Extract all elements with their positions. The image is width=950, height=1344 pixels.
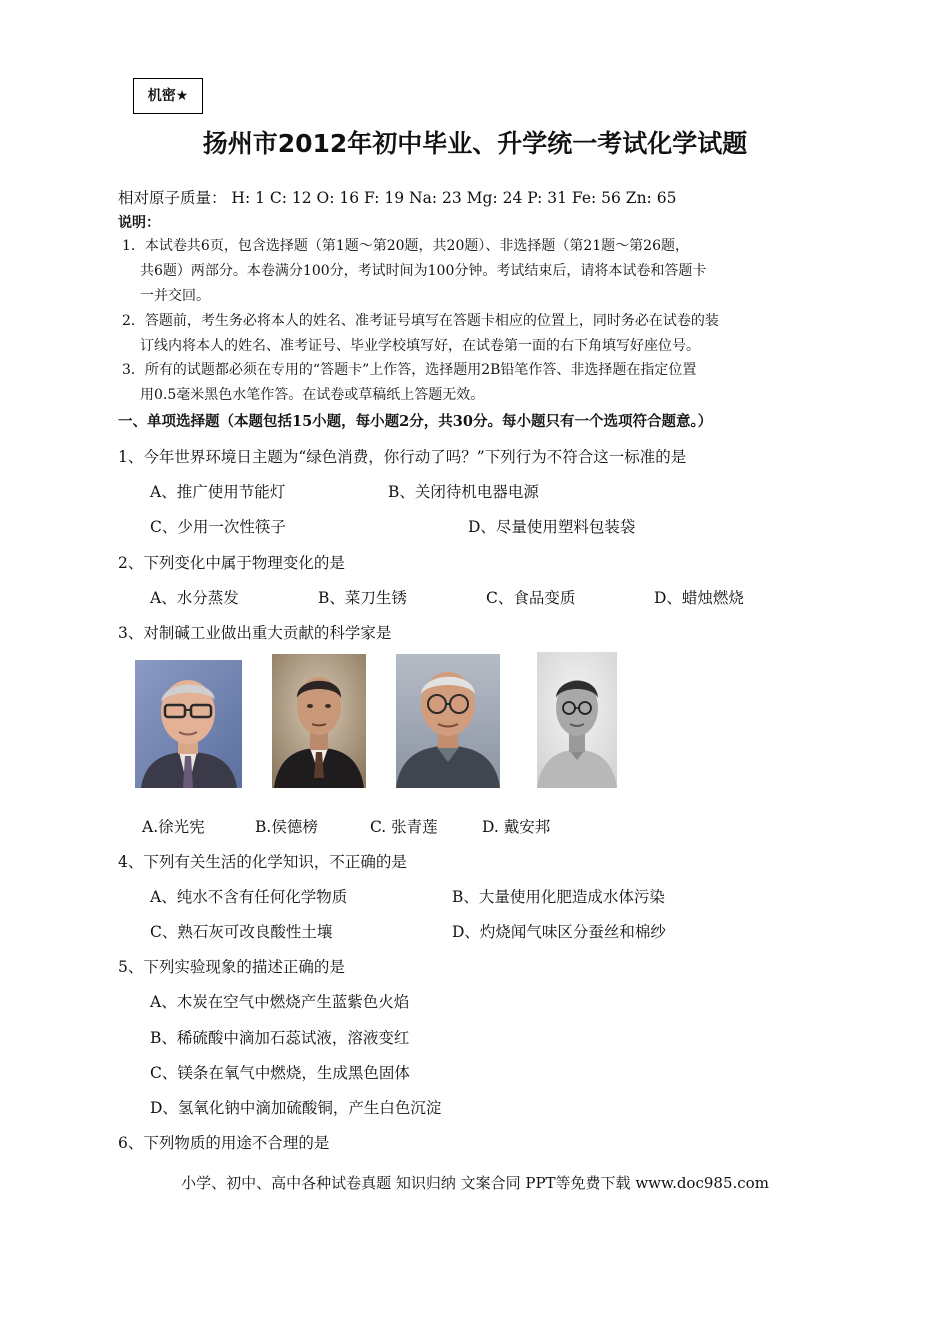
question-5-option-b: B、稀硫酸中滴加石蕊试液，溶液变红 — [150, 1029, 410, 1047]
note-3-line-1: 3．所有的试题都必须在专用的“答题卡”上作答，选择题用2B铅笔作答、非选择题在指定位置 — [122, 362, 697, 378]
portrait-zhang-qinglian — [396, 654, 500, 788]
question-1-option-d: D、尽量使用塑料包装袋 — [468, 518, 636, 536]
page-footer: 小学、初中、高中各种试卷真题 知识归纳 文案合同 PPT等免费下载 www.doc985.com — [181, 1174, 769, 1192]
section-1-heading: 一、单项选择题（本题包括15小题，每小题2分，共30分。每小题只有一个选项符合题意。） — [118, 413, 713, 430]
question-1-option-c: C、少用一次性筷子 — [150, 518, 286, 536]
note-1-line-3: 一并交回。 — [140, 288, 210, 304]
question-1-stem: 1、今年世界环境日主题为“绿色消费，你行动了吗？”下列行为不符合这一标准的是 — [118, 448, 687, 466]
question-2-option-d: D、蜡烛燃烧 — [654, 589, 744, 607]
question-5-option-d: D、氢氧化钠中滴加硫酸铜，产生白色沉淀 — [150, 1099, 442, 1117]
note-1-line-2: 共6题）两部分。本卷满分100分，考试时间为100分钟。考试结束后，请将本试卷和答题卡 — [140, 263, 707, 279]
question-4-option-d: D、灼烧闻气味区分蚕丝和棉纱 — [452, 923, 666, 941]
question-6-stem: 6、下列物质的用途不合理的是 — [118, 1134, 330, 1152]
question-2-stem: 2、下列变化中属于物理变化的是 — [118, 554, 345, 572]
question-5-option-c: C、镁条在氧气中燃烧，生成黑色固体 — [150, 1064, 410, 1082]
question-5-option-a: A、木炭在空气中燃烧产生蓝紫色火焰 — [150, 993, 410, 1011]
note-1-line-1: 1．本试卷共6页，包含选择题（第1题～第20题，共20题）、非选择题（第21题～第26题， — [122, 238, 689, 254]
question-1-option-b: B、关闭待机电器电源 — [388, 483, 539, 501]
portrait-xu-guangxian — [135, 660, 242, 788]
question-3-option-a: A.徐光宪 — [142, 818, 205, 836]
question-4-option-b: B、大量使用化肥造成水体污染 — [452, 888, 665, 906]
confidential-label: 机密★ — [133, 78, 203, 114]
note-3-line-2: 用0.5毫米黑色水笔作答。在试卷或草稿纸上答题无效。 — [140, 387, 485, 403]
question-5-stem: 5、下列实验现象的描述正确的是 — [118, 958, 345, 976]
question-3-stem: 3、对制碱工业做出重大贡献的科学家是 — [118, 624, 392, 642]
question-1-option-a: A、推广使用节能灯 — [150, 483, 286, 501]
question-3-option-c: C. 张青莲 — [370, 818, 438, 836]
note-2-line-2: 订线内将本人的姓名、准考证号、毕业学校填写好，在试卷第一面的右下角填写好座位号。 — [140, 338, 700, 354]
question-2-option-b: B、菜刀生锈 — [318, 589, 407, 607]
page-title: 扬州市2012年初中毕业、升学统一考试化学试题 — [202, 129, 748, 158]
question-3-option-b: B.侯德榜 — [255, 818, 318, 836]
question-4-stem: 4、下列有关生活的化学知识，不正确的是 — [118, 853, 407, 871]
atomic-mass-line: 相对原子质量： H: 1 C: 12 O: 16 F: 19 Na: 23 Mg: 24 P: 31 Fe: 56 Zn: 65 — [118, 189, 677, 207]
portrait-hou-debang — [272, 654, 366, 788]
question-2-option-c: C、食品变质 — [486, 589, 576, 607]
question-4-option-c: C、熟石灰可改良酸性土壤 — [150, 923, 333, 941]
notes-label: 说明： — [118, 215, 160, 231]
portrait-dai-anbang — [537, 652, 617, 788]
question-2-option-a: A、水分蒸发 — [150, 589, 239, 607]
question-4-option-a: A、纯水不含有任何化学物质 — [150, 888, 348, 906]
note-2-line-1: 2．答题前，考生务必将本人的姓名、准考证号填写在答题卡相应的位置上，同时务必在试卷的装 — [122, 313, 719, 329]
question-3-option-d: D. 戴安邦 — [482, 818, 551, 836]
